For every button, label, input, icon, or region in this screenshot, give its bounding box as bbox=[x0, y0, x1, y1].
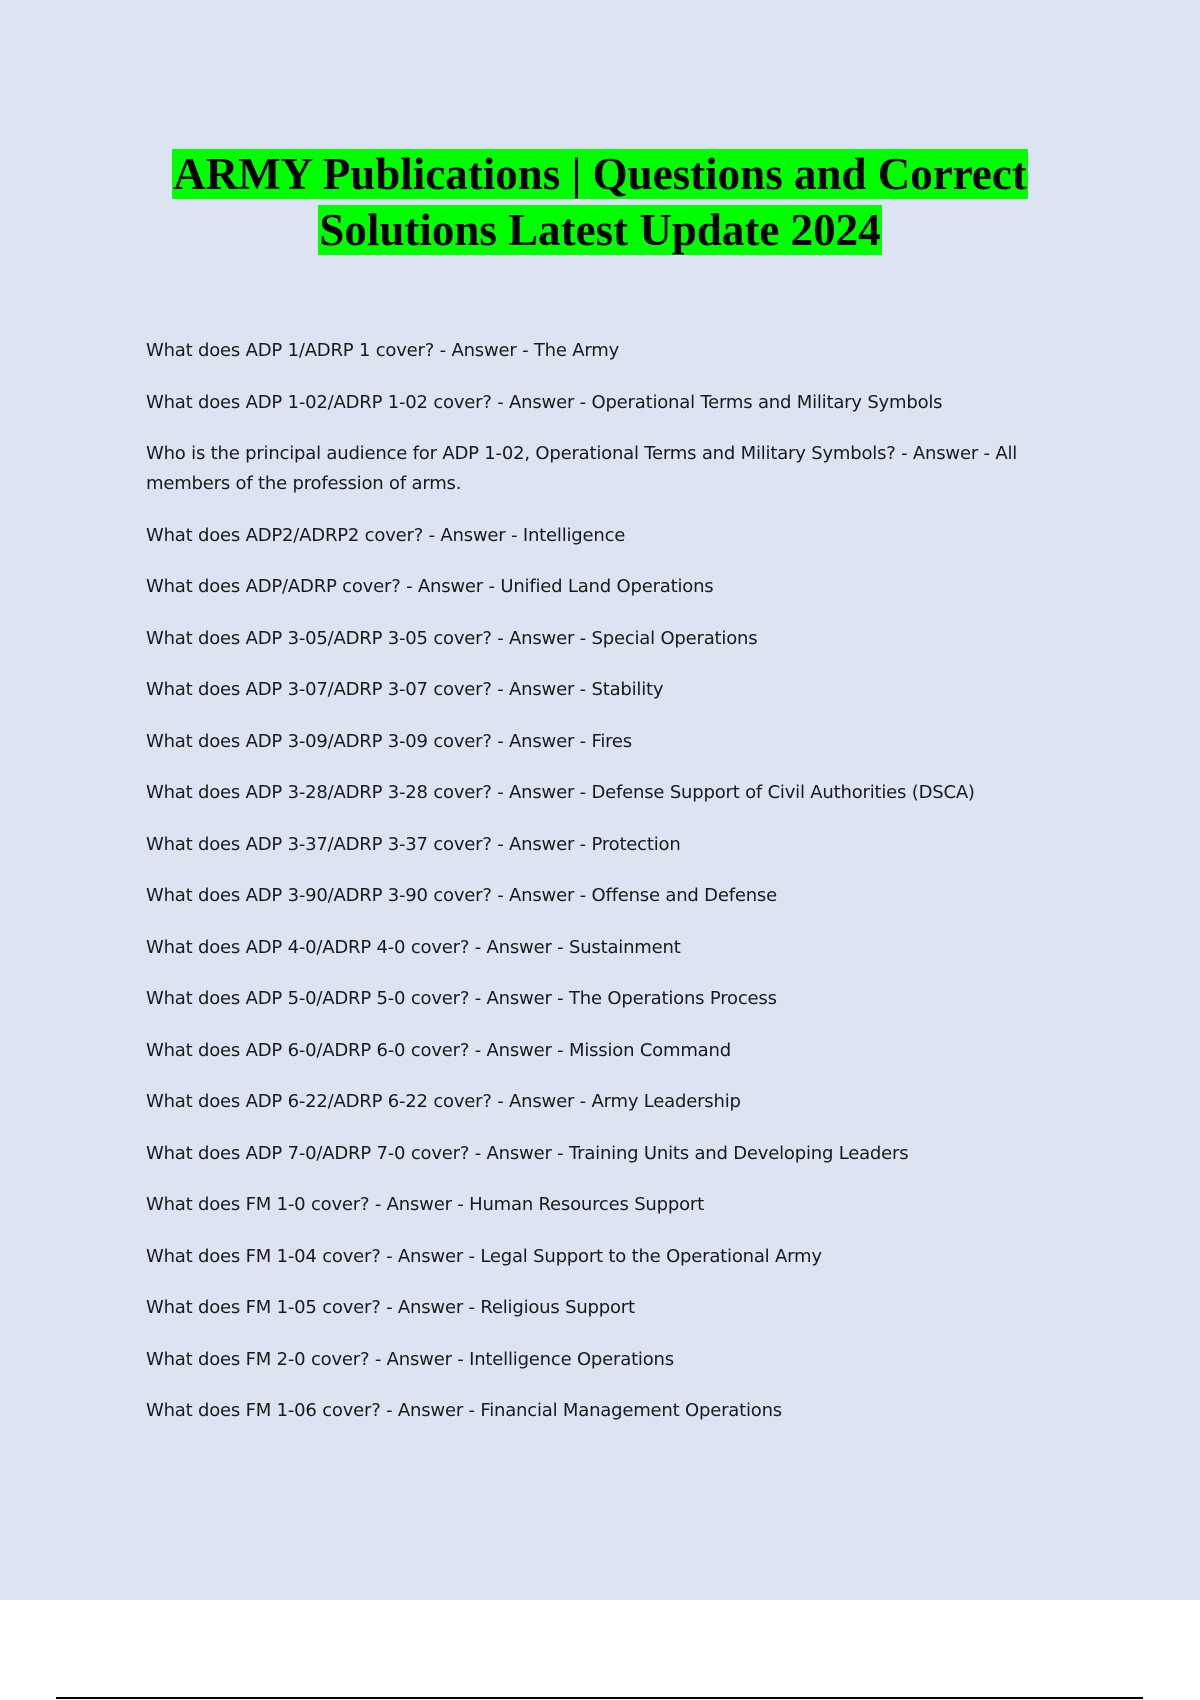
qa-item: What does ADP 6-0/ADRP 6-0 cover? - Answer - Mission Command bbox=[146, 1039, 731, 1061]
qa-item: What does ADP 3-28/ADRP 3-28 cover? - Answer - Defense Support of Civil Authorities (DSCA) bbox=[146, 782, 975, 803]
qa-item: What does ADP 3-37/ADRP 3-37 cover? - Answer - Protection bbox=[146, 833, 681, 855]
title-line-1: ARMY Publications | Questions and Correct bbox=[173, 149, 1027, 199]
document-title bbox=[60, 146, 1140, 258]
qa-item: What does FM 1-06 cover? - Answer - Financial Management Operations bbox=[146, 1400, 782, 1421]
qa-item: What does FM 1-0 cover? - Answer - Human Resources Support bbox=[146, 1194, 704, 1215]
qa-item: What does ADP 7-0/ADRP 7-0 cover? - Answer - Training Units and Developing Leaders bbox=[146, 1142, 909, 1164]
qa-item: What does ADP 1-02/ADRP 1-02 cover? - Answer - Operational Terms and Military Symbols bbox=[146, 391, 943, 413]
title-block bbox=[60, 146, 1140, 258]
qa-item: Who is the principal audience for ADP 1-02, Operational Terms and Military Symbols? - Answer - All members of the profession of arms. bbox=[146, 443, 1018, 494]
title-line-2: Solutions Latest Update 2024 bbox=[319, 205, 881, 255]
qa-item: What does ADP 3-90/ADRP 3-90 cover? - Answer - Offense and Defense bbox=[146, 885, 777, 906]
footer-divider bbox=[56, 1697, 1143, 1699]
qa-list bbox=[146, 336, 1066, 1448]
qa-item: What does ADP 5-0/ADRP 5-0 cover? - Answer - The Operations Process bbox=[146, 988, 777, 1009]
qa-item: What does FM 1-05 cover? - Answer - Religious Support bbox=[146, 1297, 635, 1318]
qa-item: What does ADP 6-22/ADRP 6-22 cover? - Answer - Army Leadership bbox=[146, 1091, 741, 1112]
qa-item: What does ADP/ADRP cover? - Answer - Unified Land Operations bbox=[146, 576, 714, 597]
qa-item: What does ADP 1/ADRP 1 cover? - Answer - The Army bbox=[146, 340, 620, 361]
qa-item: What does ADP 4-0/ADRP 4-0 cover? - Answer - Sustainment bbox=[146, 936, 681, 958]
qa-item: What does ADP2/ADRP2 cover? - Answer - Intelligence bbox=[146, 524, 626, 546]
qa-item: What does ADP 3-07/ADRP 3-07 cover? - Answer - Stability bbox=[146, 679, 664, 700]
qa-item: What does ADP 3-05/ADRP 3-05 cover? - Answer - Special Operations bbox=[146, 627, 758, 649]
qa-item: What does FM 1-04 cover? - Answer - Legal Support to the Operational Army bbox=[146, 1245, 822, 1267]
qa-item: What does FM 2-0 cover? - Answer - Intelligence Operations bbox=[146, 1348, 674, 1370]
qa-item: What does ADP 3-09/ADRP 3-09 cover? - Answer - Fires bbox=[146, 730, 632, 752]
